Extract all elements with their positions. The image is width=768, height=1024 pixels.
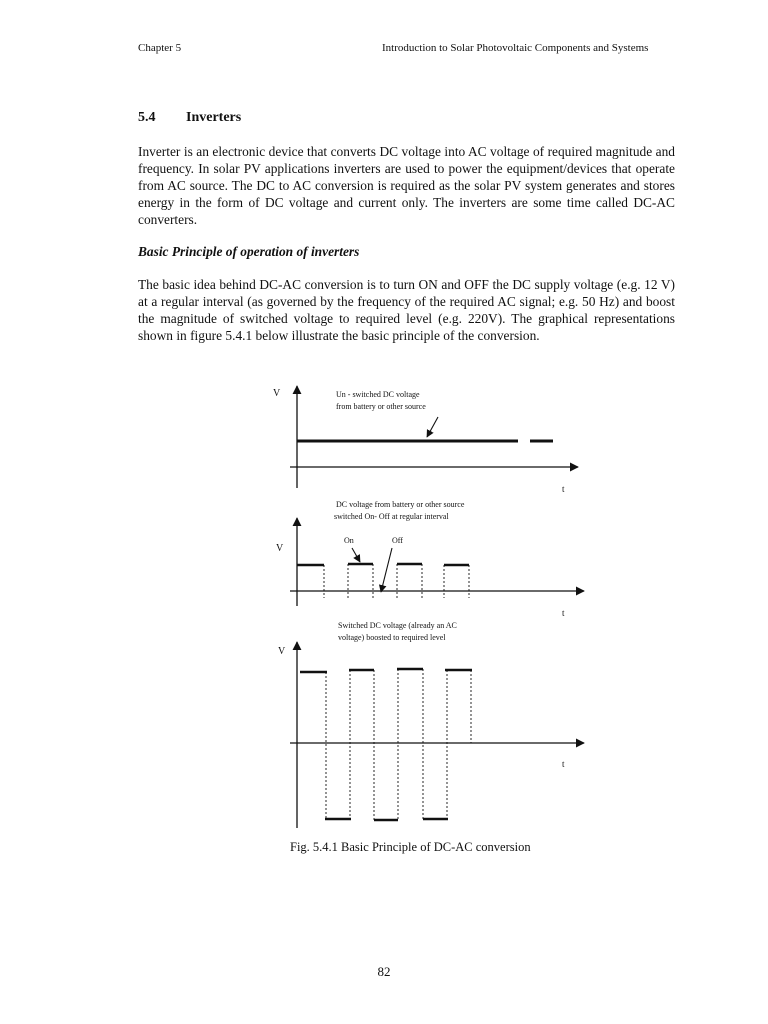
- figure-caption: Fig. 5.4.1 Basic Principle of DC-AC conversion: [290, 840, 531, 854]
- plot2-off-arrow: [381, 548, 392, 592]
- plot1-annotation-arrow: [427, 417, 438, 437]
- plot1-annotation-line1: Un - switched DC voltage: [336, 390, 420, 399]
- plot1-ylabel: V: [273, 388, 281, 399]
- plot3-square-wave: [300, 669, 472, 820]
- plot2-pulses: [297, 564, 469, 598]
- figure-dc-ac-conversion: [260, 380, 590, 835]
- header-title: Introduction to Solar Photovoltaic Components and Systems: [382, 42, 649, 54]
- section-title: Inverters: [186, 110, 242, 125]
- plot1-annotation-line2: from battery or other source: [336, 402, 426, 411]
- plot2-on-label: On: [344, 536, 354, 545]
- plot3-xlabel: t: [562, 759, 565, 769]
- section-number: 5.4: [138, 110, 156, 125]
- plot2-annotation-line1: DC voltage from battery or other source: [336, 500, 465, 509]
- plot3-annotation-line2: voltage) boosted to required level: [338, 633, 446, 642]
- plot3-ylabel: V: [278, 646, 286, 657]
- plot1-xlabel: t: [562, 484, 565, 494]
- plot2-on-arrow: [352, 548, 360, 562]
- plot-switched-dc: [276, 500, 584, 618]
- plot2-xlabel: t: [562, 608, 565, 618]
- paragraph-principle: The basic idea behind DC-AC conversion is to turn ON and OFF the DC supply voltage (e.g. 12 V) at a regular interval (as governed by the frequency of the required AC signal; e.g. 50 Hz) and boost the magnitude of switched voltage to required level (e.g. 220V). The graphical representations shown in figure 5.4.1 below illustrate the basic principle of the conversion.: [138, 277, 675, 343]
- plot-unswitched-dc: [273, 386, 578, 494]
- page-number: 82: [377, 964, 391, 979]
- plot2-ylabel: V: [276, 543, 284, 554]
- header-chapter: Chapter 5: [138, 42, 182, 54]
- plot2-off-label: Off: [392, 536, 403, 545]
- subheading: Basic Principle of operation of inverters: [138, 244, 360, 259]
- plot2-annotation-line2: switched On- Off at regular interval: [334, 512, 449, 521]
- paragraph-intro: Inverter is an electronic device that converts DC voltage into AC voltage of required magnitude and frequency. In solar PV applications inverters are used to power the equipment/devices that operate from AC source. The DC to AC conversion is required as the solar PV system generates and stores energy in the form of DC voltage and current only. The inverters are some time called DC-AC converters.: [138, 144, 675, 227]
- plot3-annotation-line1: Switched DC voltage (already an AC: [338, 621, 457, 630]
- plot-boosted-ac: [278, 621, 584, 828]
- section-heading: [138, 110, 241, 126]
